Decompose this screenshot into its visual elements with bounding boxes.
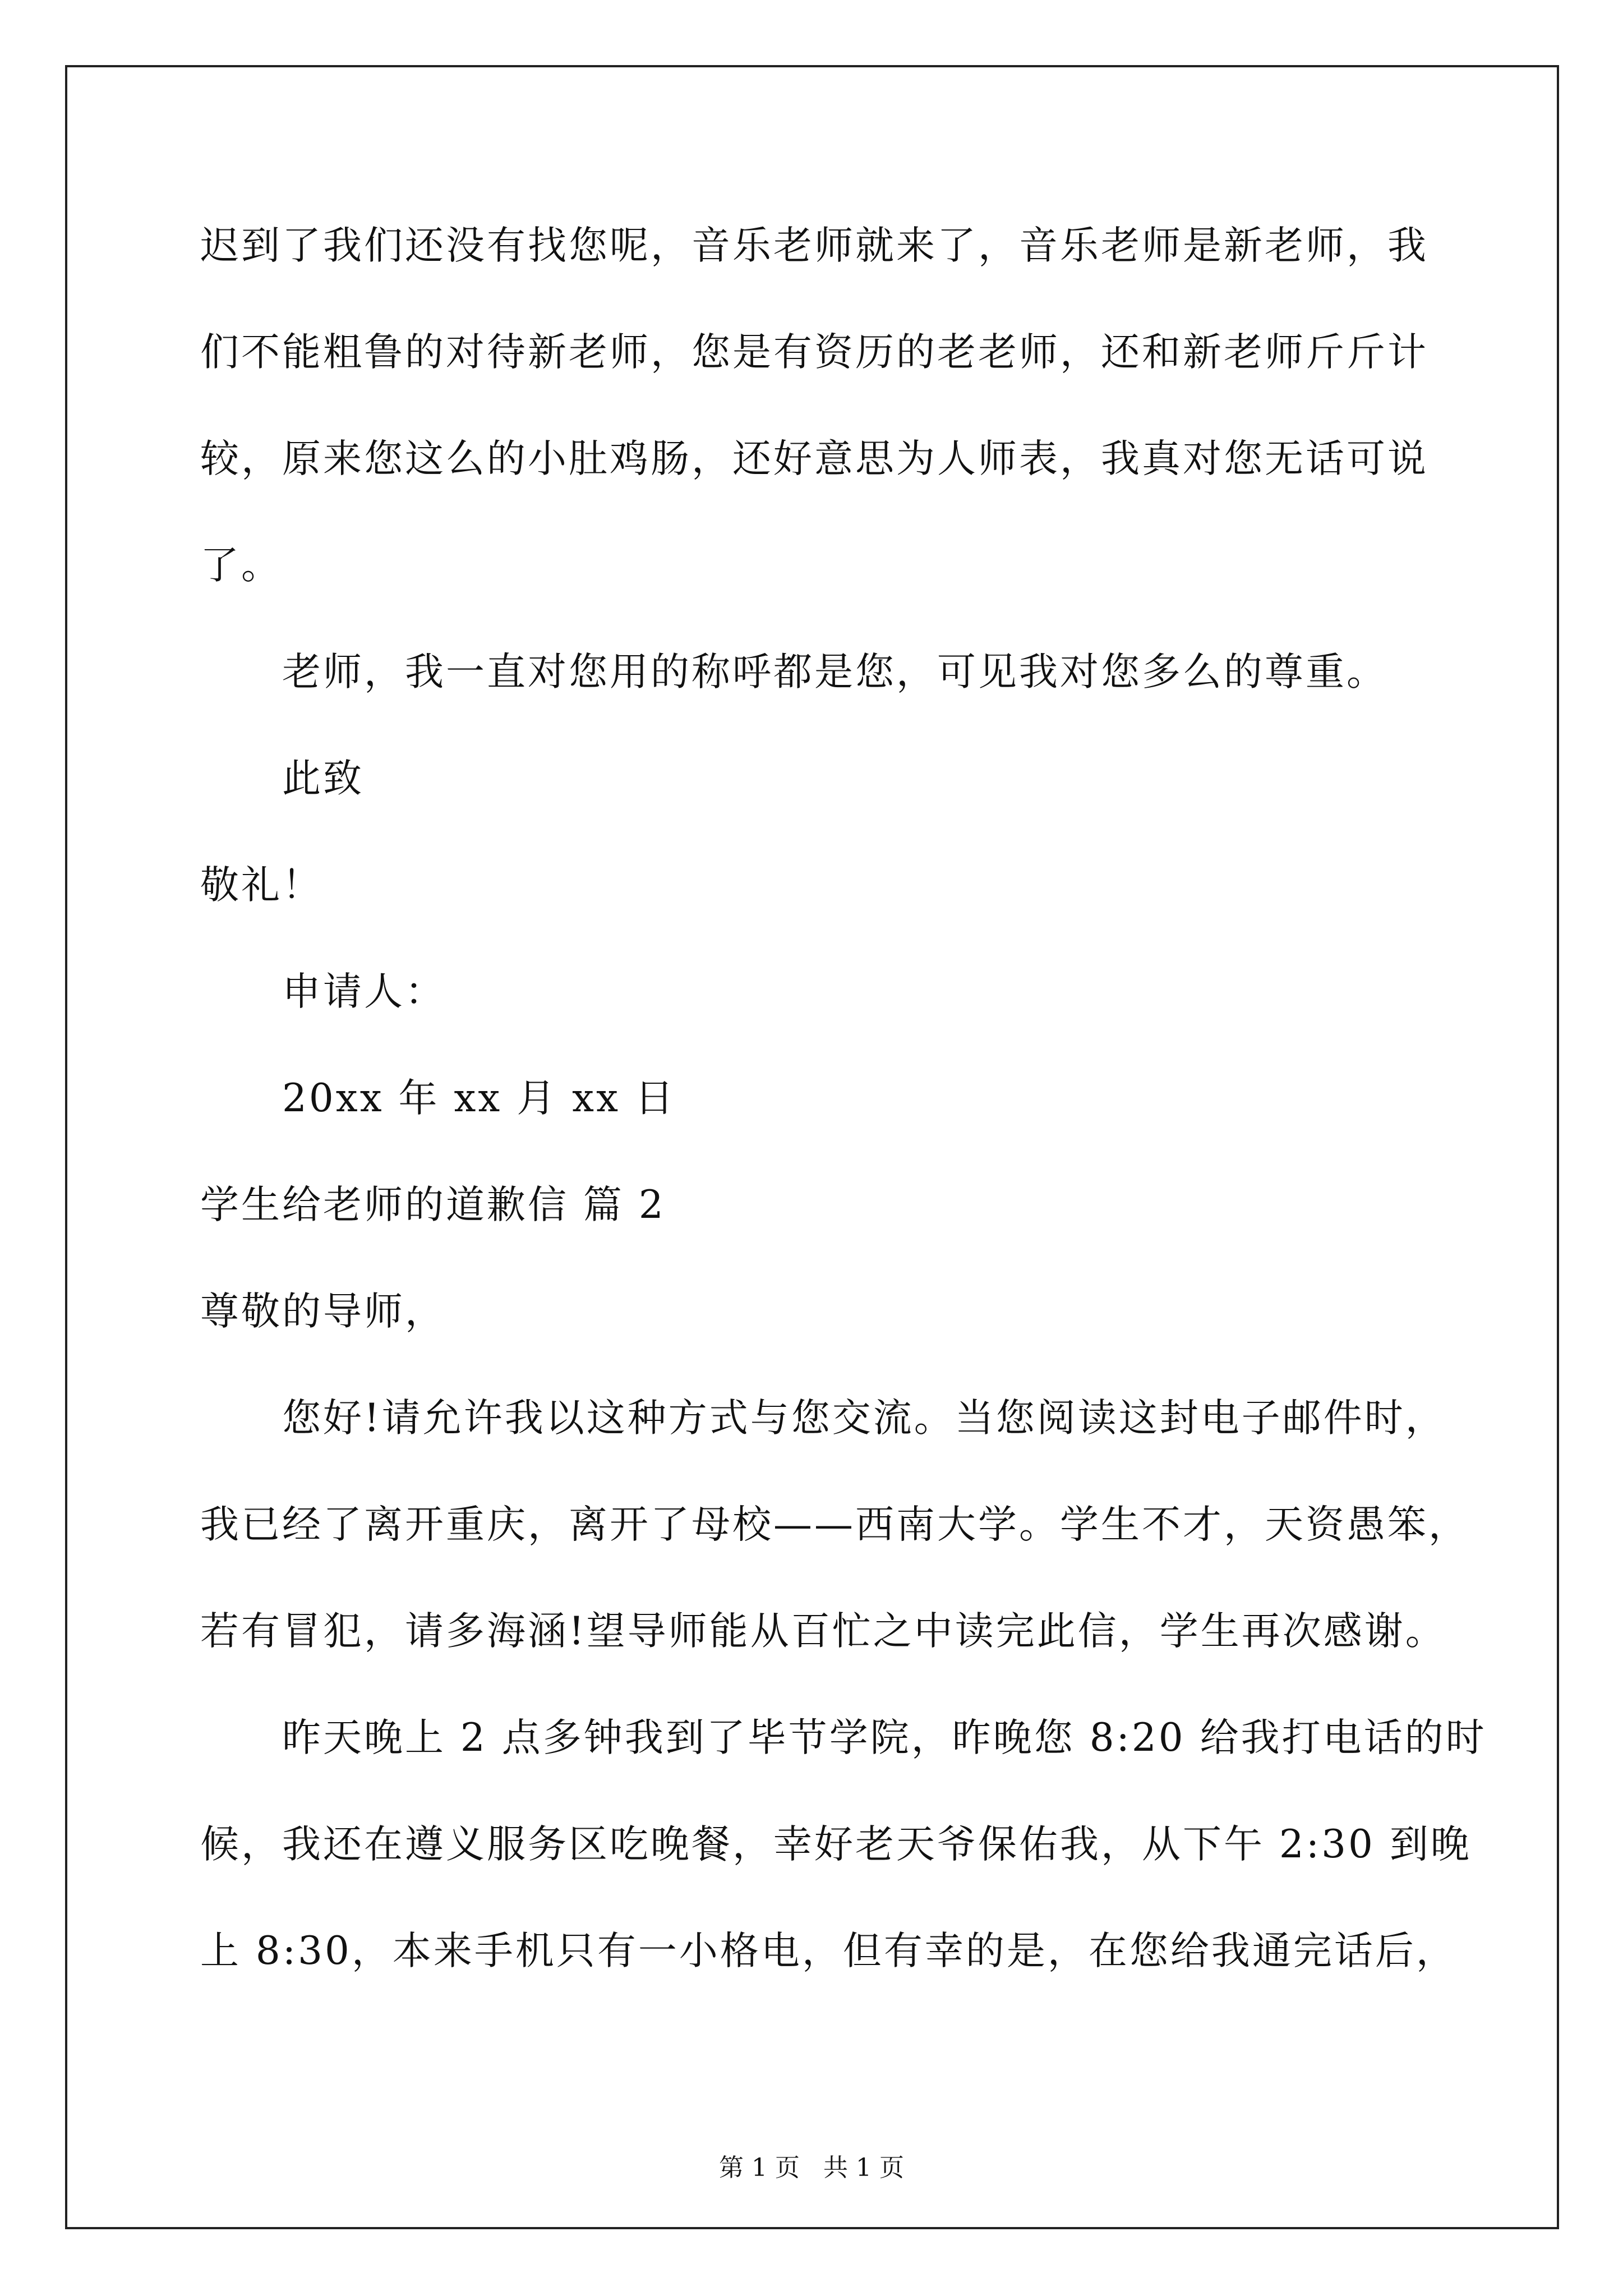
text-line: 若有冒犯，请多海涵!望导师能从百忙之中读完此信，学生再次感谢。	[200, 1609, 1446, 1654]
text-line: 上 8:30，本来手机只有一小格电，但有幸的是，在您给我通完话后，	[200, 1929, 1457, 1973]
salutation-line: 此致	[282, 756, 364, 801]
paragraph-line: 昨天晚上 2 点多钟我到了毕节学院，昨晚您 8:20 给我打电话的时	[282, 1715, 1487, 1760]
date-line: 20xx 年 xx 月 xx 日	[282, 1076, 676, 1121]
text-line: 了。	[200, 543, 282, 588]
paragraph-line: 老师，我一直对您用的称呼都是您，可见我对您多么的尊重。	[282, 650, 1387, 694]
text-line: 候，我还在遵义服务区吃晚餐，幸好老天爷保佑我，从下午 2:30 到晚	[200, 1822, 1472, 1867]
greeting-line: 尊敬的导师，	[200, 1289, 446, 1334]
text-line: 我已经了离开重庆，离开了母校——西南大学。学生不才，天资愚笨，	[200, 1502, 1469, 1547]
text-line: 迟到了我们还没有找您呢，音乐老师就来了，音乐老师是新老师，我	[200, 223, 1428, 268]
closing-line: 敬礼！	[200, 863, 323, 908]
page-border	[65, 65, 1559, 2229]
text-line: 较，原来您这么的小肚鸡肠，还好意思为人师表，我真对您无话可说	[200, 436, 1428, 481]
page-number: 第 1 页 共 1 页	[719, 2154, 904, 2182]
applicant-line: 申请人：	[282, 969, 446, 1014]
section-heading: 学生给老师的道歉信 篇 2	[200, 1182, 666, 1227]
text-line: 们不能粗鲁的对待新老师，您是有资历的老老师，还和新老师斤斤计	[200, 330, 1428, 375]
paragraph-line: 您好!请允许我以这种方式与您交流。当您阅读这封电子邮件时，	[282, 1396, 1446, 1441]
